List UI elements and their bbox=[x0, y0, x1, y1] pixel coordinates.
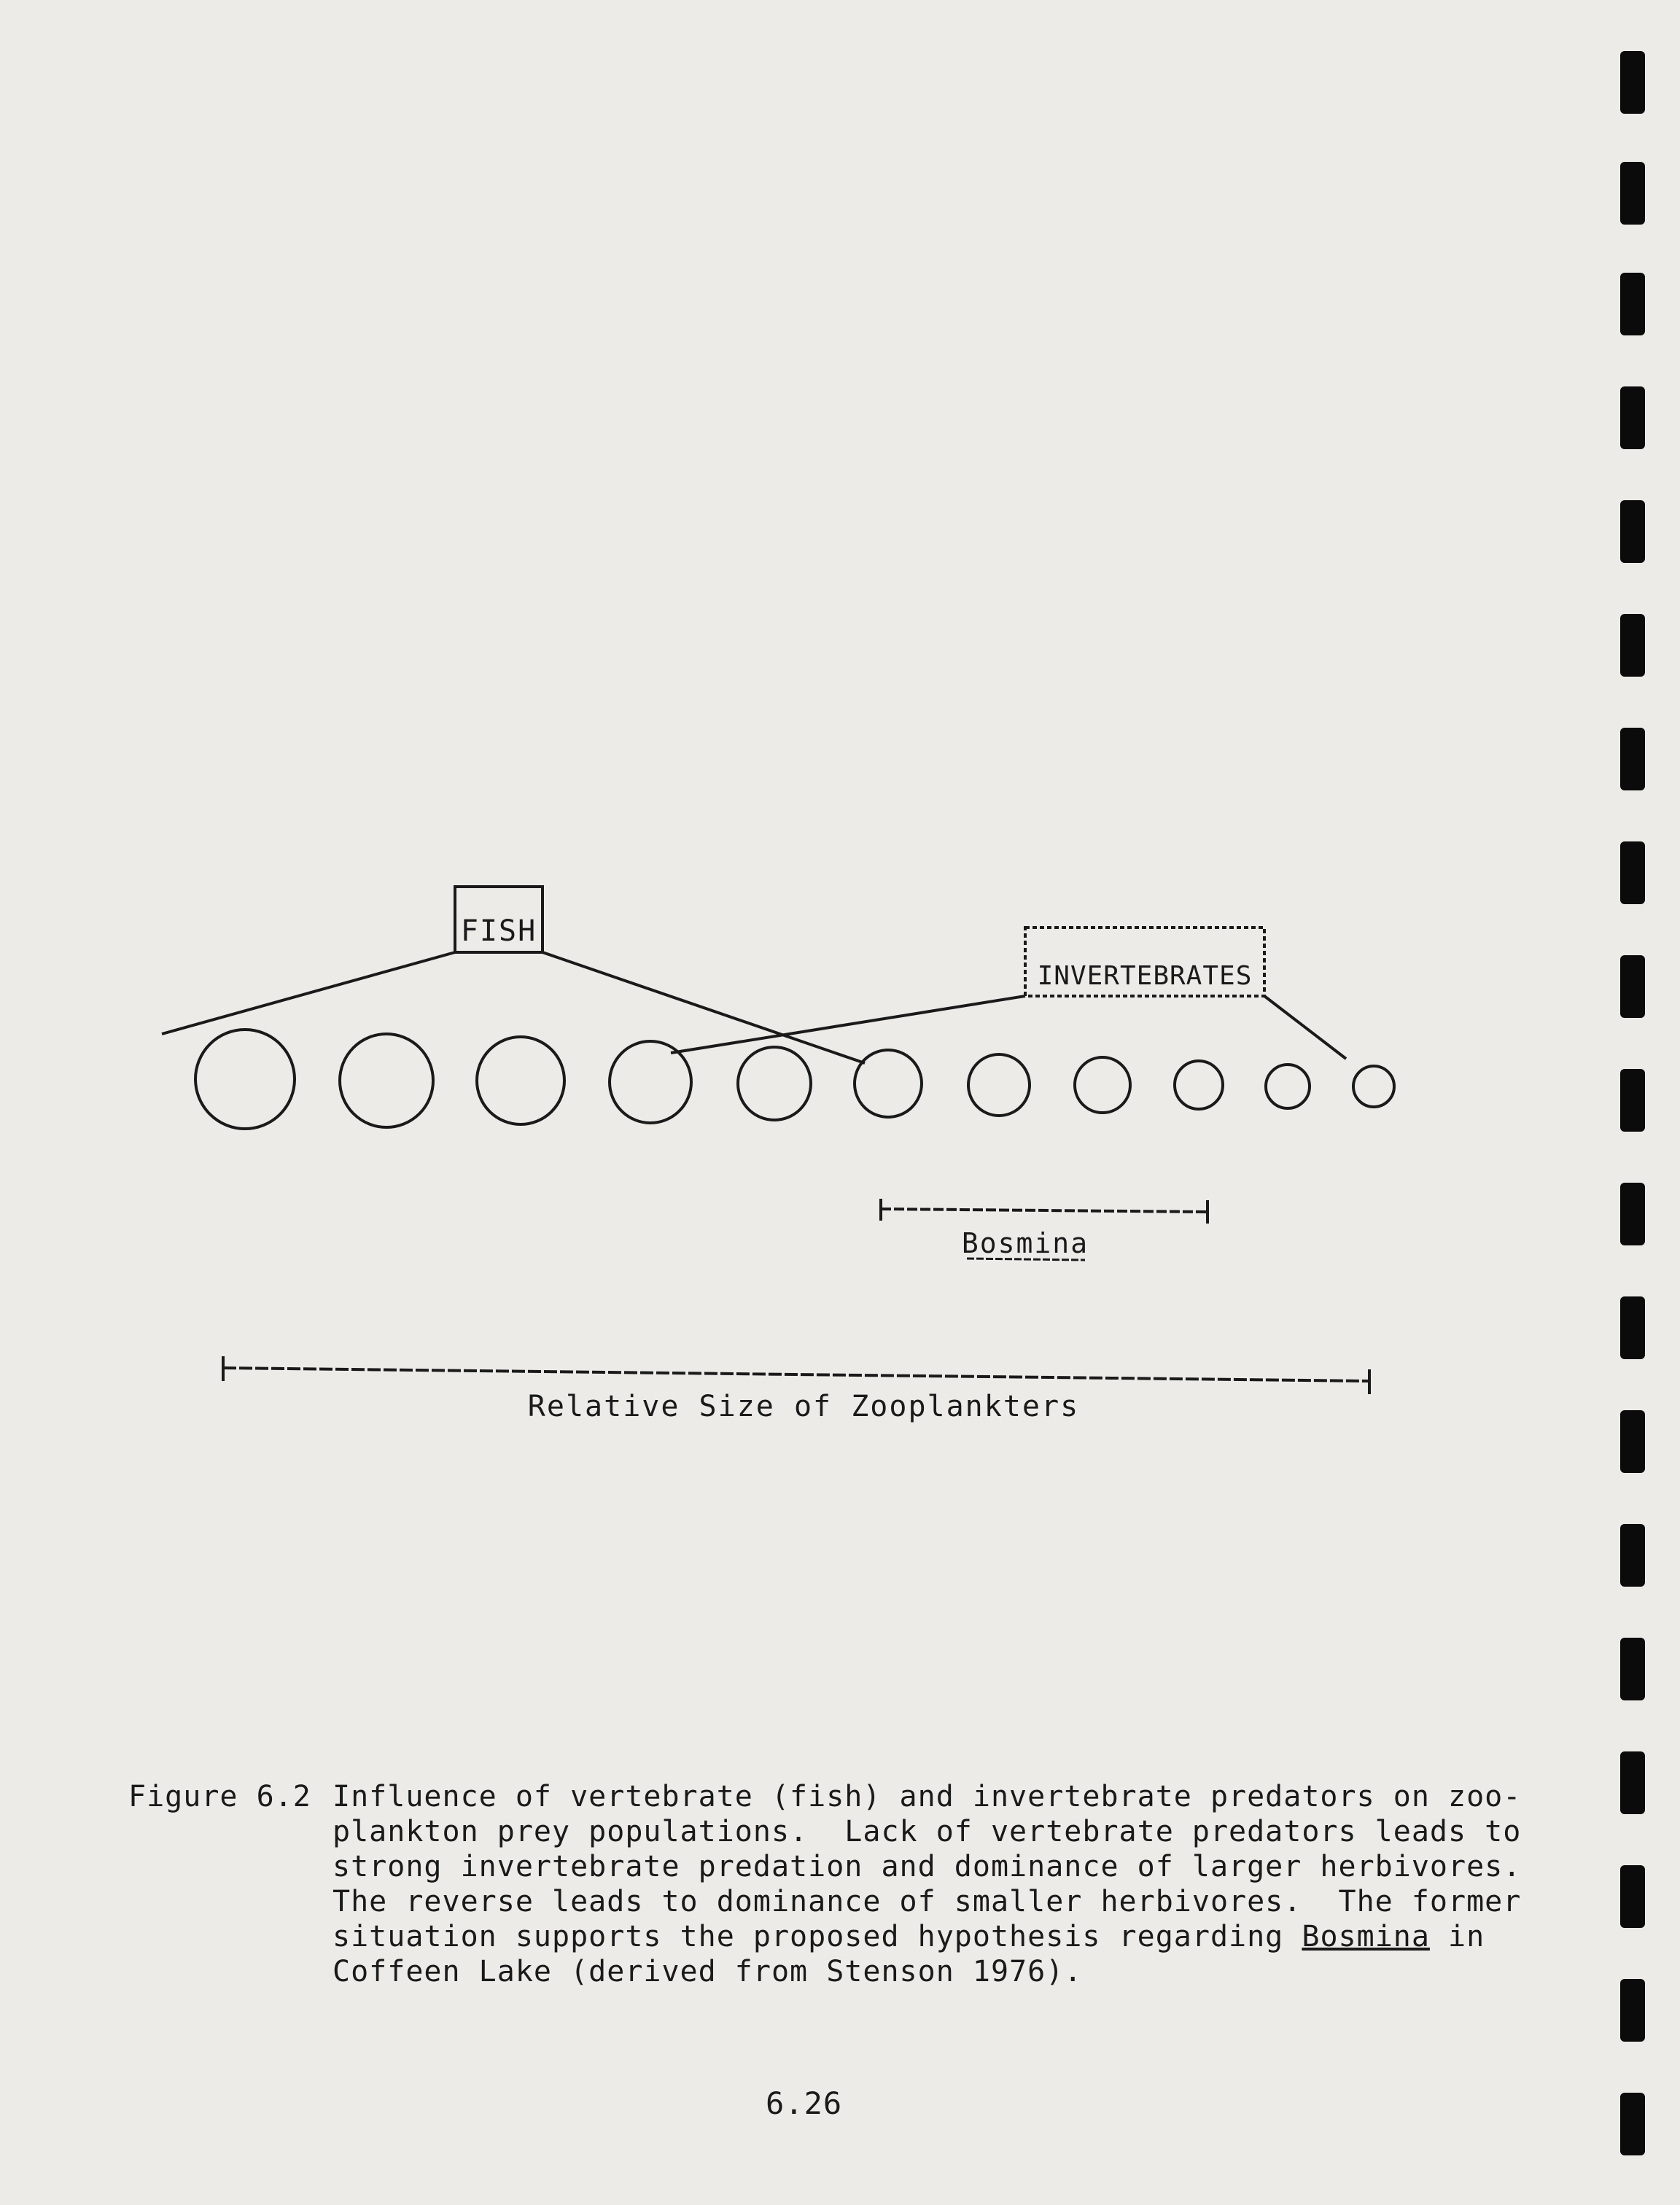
bosmina-range-bar bbox=[881, 1199, 1208, 1224]
zooplankter-circle bbox=[1075, 1057, 1130, 1113]
caption-text-part2: in Coffeen Lake (derived from Stenson 1976). bbox=[332, 1920, 1504, 1988]
zooplankter-circle bbox=[1353, 1066, 1394, 1107]
size-axis bbox=[223, 1356, 1369, 1394]
zooplankter-circle bbox=[477, 1037, 564, 1124]
zooplankter-circle bbox=[610, 1041, 691, 1123]
zooplankter-circle bbox=[968, 1054, 1030, 1116]
figure-caption bbox=[128, 1779, 1540, 1988]
caption-text-part1: Influence of vertebrate (fish) and invertebrate predators on zoo-plankton prey populations. Lack of vertebrate predators leads to strong invertebrate predation and dominance of larger herbivores. The reverse leads to dominance of smaller herbivores. The former situation supports the proposed hypothesis regarding bbox=[332, 1780, 1540, 1953]
invertebrate-predation-line bbox=[671, 996, 1025, 1053]
zooplankter-circle bbox=[738, 1047, 811, 1120]
bosmina-label: Bosmina bbox=[961, 1227, 1089, 1259]
caption-text bbox=[332, 1779, 1558, 1989]
zooplankter-circle bbox=[855, 1050, 922, 1117]
figure-number: Figure 6.2 bbox=[128, 1780, 311, 1813]
fish-predation-line bbox=[162, 952, 455, 1034]
size-axis-label: Relative Size of Zooplankters bbox=[527, 1390, 1080, 1423]
invertebrates-label: INVERTEBRATES bbox=[1037, 961, 1253, 991]
zooplankter-circle bbox=[1266, 1065, 1310, 1108]
zooplankter-circle bbox=[340, 1034, 433, 1127]
zooplankter-circle bbox=[1175, 1061, 1223, 1109]
invertebrate-predation-line bbox=[1264, 996, 1346, 1059]
caption-emphasis: Bosmina bbox=[1302, 1920, 1430, 1953]
zooplankter-circle bbox=[195, 1030, 295, 1129]
fish-label: FISH bbox=[460, 914, 537, 948]
page-number: 6.26 bbox=[766, 2085, 843, 2121]
